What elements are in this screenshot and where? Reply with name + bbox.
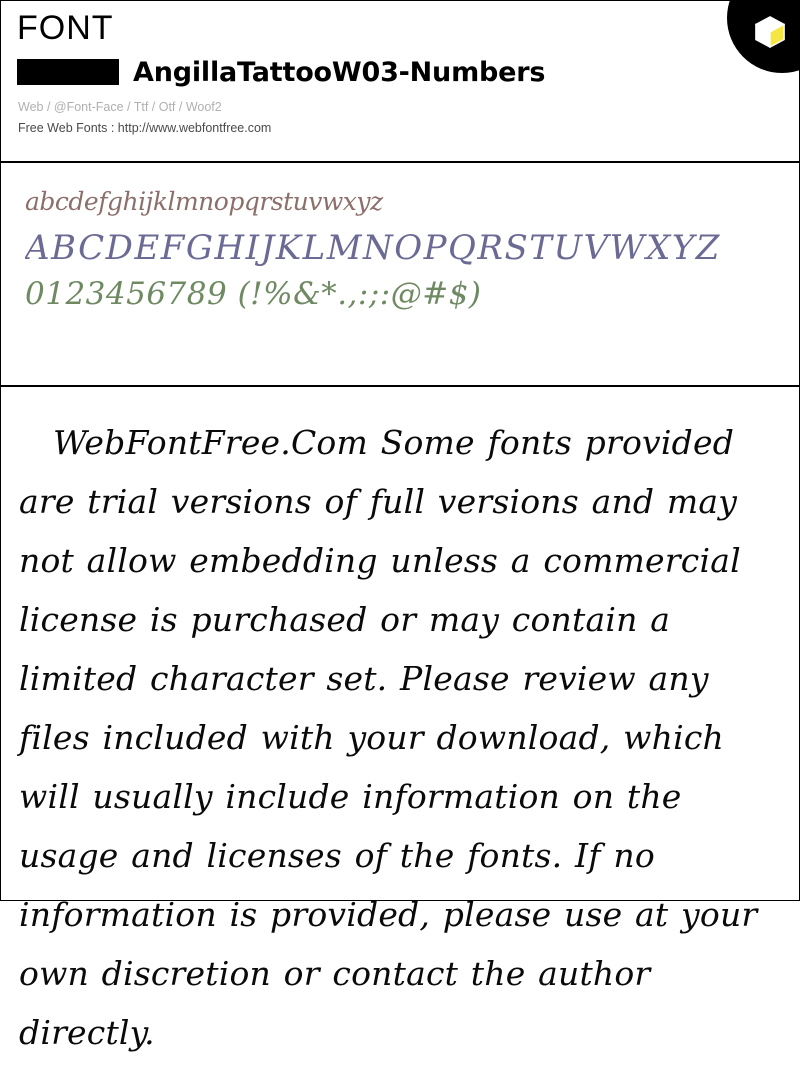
font-source: Free Web Fonts : http://www.webfontfree.com (18, 120, 272, 135)
page-header (1, 1, 799, 163)
character-specimen (1, 163, 799, 387)
font-name: AngillaTattooW03-Numbers (133, 56, 546, 88)
page-title: FONT (17, 9, 114, 47)
font-title-row (17, 57, 785, 88)
color-swatch (17, 59, 119, 85)
cube-icon (753, 15, 787, 54)
font-formats: Web / @Font-Face / Ttf / Otf / Woof2 (18, 99, 222, 114)
sample-paragraph: WebFontFree.Com Some fonts provided are trial versions of full versions and may not allow embedding unless a commercial license is purchased or may contain a limited character set. Please review any files included with your download, which will usually include information on the usage and licenses of the fonts. If no information is provided, please use at your own discretion or contact the author directly. (19, 423, 758, 1052)
sample-paragraph-block (1, 387, 799, 1082)
specimen-uppercase: ABCDEFGHIJKLMNOPQRSTUVWXYZ (25, 228, 721, 268)
specimen-lowercase: abcdefghijklmnopqrstuvwxyz (25, 187, 383, 216)
specimen-digits-symbols: 0123456789 (!%&*.,:;:@#$) (25, 276, 482, 312)
